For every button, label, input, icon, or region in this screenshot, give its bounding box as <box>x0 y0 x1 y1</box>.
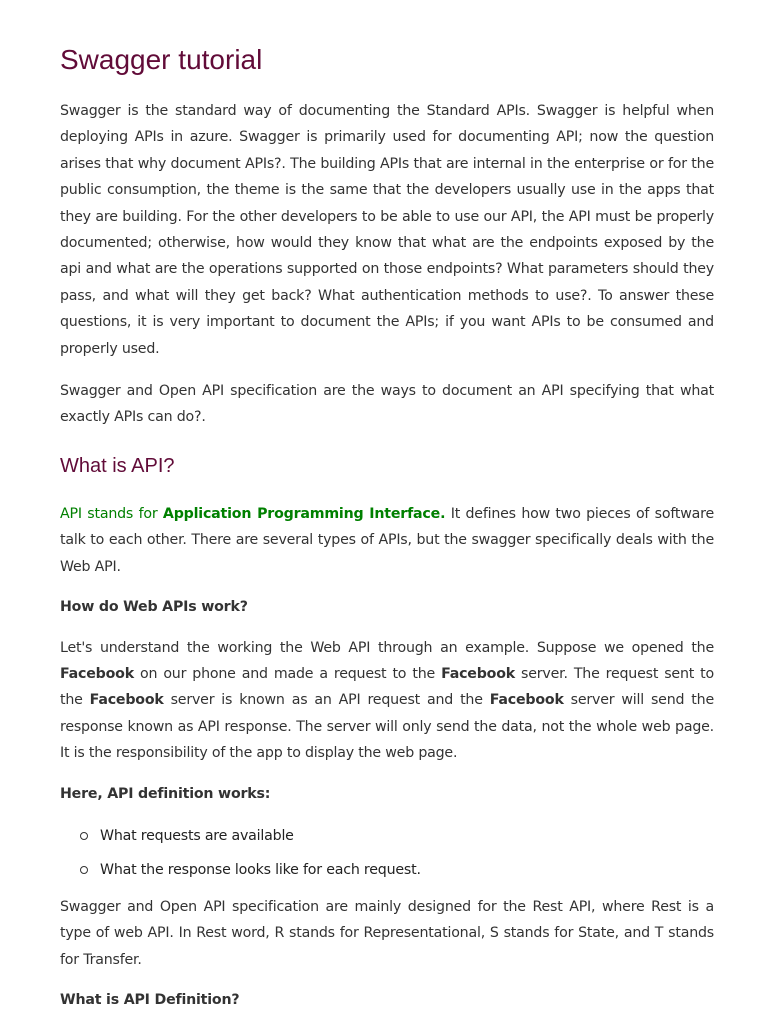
page-title: Swagger tutorial <box>60 44 263 75</box>
example-text: server will send the response known as API response. The server will only send the data, not the whole web page. It is the responsibility of the app to display the web page. <box>60 692 714 762</box>
api-rest-text: It defines how two pieces of software talk to each other. There are several types of APIs, but the swagger specifically deals with the Web API. <box>60 505 714 575</box>
facebook-term: Facebook <box>89 692 164 709</box>
article <box>60 0 714 1013</box>
api-lead-text: API stands for <box>60 505 163 522</box>
facebook-term: Facebook <box>60 665 134 682</box>
list-item <box>80 857 714 883</box>
facebook-example-paragraph <box>60 635 714 767</box>
example-text: Let's understand the working the Web API through an example. Suppose we opened the <box>60 639 714 656</box>
circle-bullet-icon <box>80 866 88 874</box>
example-text: on our phone and made a request to the <box>133 665 442 682</box>
intro-paragraph: Swagger is the standard way of documenting the Standard APIs. Swagger is helpful when deploying APIs in azure. Swagger is primarily used for documenting API; now the question arises that why document APIs?. The building APIs that are internal in the enterprise or for the public consumption, the theme is the same that the developers usually use in the apps that they are building. For the other developers to be able to use our API, the API must be properly documented; otherwise, how would they know that what are the endpoints exposed by the api and what are the operations supported on those endpoints? What parameters should they pass, and what will they get back? What authentication methods to use?. To answer these questions, it is very important to document the APIs; if you want APIs to be consumed and properly used. <box>60 103 714 357</box>
list-item-text: What requests are available <box>100 827 294 844</box>
subheading-api-definition-works: Here, API definition works: <box>60 785 271 802</box>
circle-bullet-icon <box>80 832 88 840</box>
facebook-term: Facebook <box>441 665 516 682</box>
list-item-text: What the response looks like for each request. <box>100 862 421 879</box>
example-text: server is known as an API request and the <box>163 692 490 709</box>
openapi-paragraph: Swagger and Open API specification are the ways to document an API specifying that what exactly APIs can do?. <box>60 383 714 426</box>
facebook-term: Facebook <box>489 692 564 709</box>
list-item <box>80 823 714 849</box>
rest-paragraph: Swagger and Open API specification are mainly designed for the Rest API, where Rest is a type of web API. In Rest word, R stands for Representational, S stands for State, and T stands for Transfer. <box>60 898 714 968</box>
example-text: server. The request sent to the <box>60 665 714 709</box>
api-term: Application Programming Interface. <box>162 505 446 522</box>
section-heading-what-is-api: What is API? <box>60 454 175 477</box>
subheading-how-web-apis-work: How do Web APIs work? <box>60 599 248 616</box>
api-definition-paragraph <box>60 501 714 580</box>
definition-list <box>60 823 714 884</box>
subheading-what-is-api-definition: What is API Definition? <box>60 991 240 1008</box>
